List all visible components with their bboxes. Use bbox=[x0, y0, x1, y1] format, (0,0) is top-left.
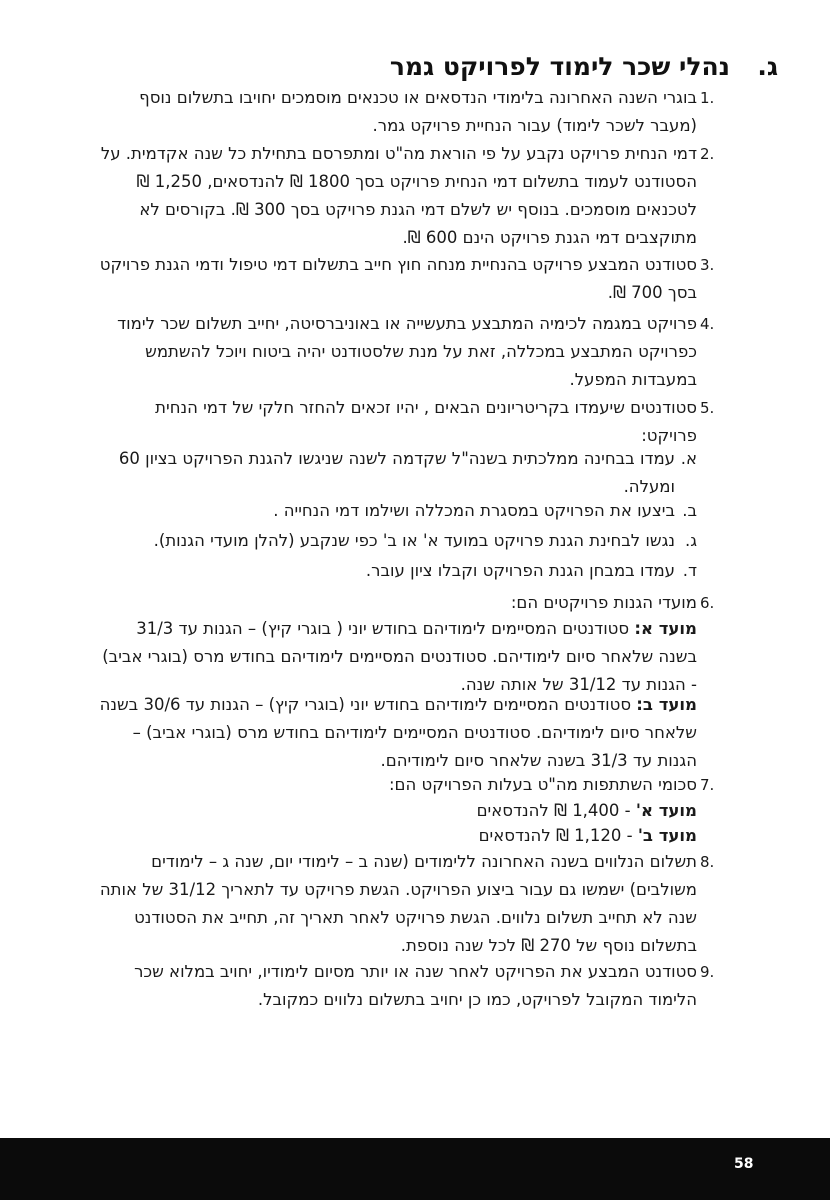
session-text bbox=[97, 615, 697, 699]
item-text: דמי הנחית פרויקט נקבע על פי הוראת מה"ט ומתפרסם בתחילת כל שנה אקדמית. על הסטודנט לעמוד בתשלום דמי הנחית פרויקט בסך 1800 ₪ להנדסאים, 1,250 ₪ לטכנאים מוסמכים. בנוסף יש לשלם דמי הגנת פרויקט בסך 300 ₪. בקורסים לא מתוקצבים דמי הגנת פרויקט הינם 600 ₪. bbox=[100, 144, 697, 247]
amount-value: - 1,120 ₪ להנדסאים bbox=[478, 826, 638, 845]
criteria-letter: ב. bbox=[682, 501, 697, 520]
session-details: סטודנטים המסיימים לימודיהם בחודש יוני (בוגרי קיץ) – הגנות עד 30/6 בשנה שלאחר סיום לימודיהם. סטודנטים המסיימים לימודיהם בחודש מרס (בוגרי אביב) – הגנות עד 31/3 בשנה שלאחר סיום לימודיהם. bbox=[99, 695, 697, 770]
criteria-letter: א. bbox=[680, 449, 697, 468]
item-text: סכומי השתתפות מה"ט בעלות הפרויקט הם: bbox=[389, 775, 697, 794]
amount-value: - 1,400 ₪ להנדסאים bbox=[476, 801, 636, 820]
criteria-letter: ד. bbox=[682, 561, 697, 580]
item-text: סטודנטים שיעמדו בקריטריונים הבאים , יהיו זכאים להחזר חלקי של דמי הנחית פרויקט: bbox=[155, 398, 697, 445]
item-number: 6. bbox=[700, 594, 715, 612]
item-text: בוגרי השנה האחרונה בלימודי הנדסאים או טכנאים מוסמכים יחויבו בתשלום נוסף (מעבר לשכר לימוד) עבור הנחיית פרויקט גמר. bbox=[139, 88, 697, 135]
section-title: נהלי שכר לימוד לפרויקט גמר bbox=[389, 52, 730, 81]
item-number: 8. bbox=[700, 853, 715, 871]
amount-label: מועד ב' bbox=[637, 826, 697, 845]
session-label: מועד ב: bbox=[636, 695, 697, 714]
page-number: 58 bbox=[734, 1156, 754, 1172]
criteria-text: עמדו בבחינה ממלכתית בשנה"ל שקדמה לשנה שניגשו להגנת הפרויקט בציון 60 ומעלה. bbox=[118, 449, 675, 496]
criteria-text: ביצעו את הפרויקט במסגרת המכללה ושילמו דמי הנחייה . bbox=[273, 501, 675, 520]
item-number: 1. bbox=[700, 89, 715, 107]
item-number: 2. bbox=[700, 145, 715, 163]
item-text: פרויקט במגמה לכימיה המתבצע בתעשייה או באוניברסיטה, יחייב תשלום שכר לימוד כפרויקט המתבצע במכללה, זאת על מנת שלסטודנט יהיה ביטוח ויוכל להשתמש במעבדות המפעל. bbox=[117, 314, 697, 389]
criteria-text: נגשו לבחינת הגנת פרויקט במועד א' או ב' כפי שנקבע (להלן מועדי הגנות). bbox=[153, 531, 675, 550]
amount-text bbox=[97, 822, 697, 850]
item-number: 3. bbox=[700, 256, 715, 274]
session-details: סטודנטים המסיימים לימודיהם בחודש יוני ( בוגרי קיץ) – הגנות עד 31/3 בשנה שלאחר סיום לימודיהם. סטודנטים המסיימים לימודיהם בחודש מרס (בוגרי אביב) - הגנות עד 31/12 של אותה שנה. bbox=[102, 619, 697, 694]
item-number: 7. bbox=[700, 776, 715, 794]
criteria-letter: ג. bbox=[684, 531, 697, 550]
item-text: סטודנט המבצע פרויקט בהנחיית מנחה חוץ חייב בתשלום דמי טיפול ודמי הגנת פרויקט בסך 700 ₪. bbox=[99, 255, 697, 302]
item-number: 9. bbox=[700, 963, 715, 981]
section-letter: ג. bbox=[757, 52, 778, 81]
item-number: 5. bbox=[700, 399, 715, 417]
session-text bbox=[97, 691, 697, 775]
amount-text bbox=[97, 797, 697, 825]
item-text: סטודנט המבצע את הפרויקט לאחר שנה או יותר מסיום לימודיו, יחויב במלוא שכר הלימוד המקובל לפרויקט, כמו כן יחויב בתשלום נלווים כמקובל. bbox=[134, 962, 697, 1009]
criteria-text: עמדו במבחן הגנת הפרויקט וקבלו ציון עובר. bbox=[365, 561, 675, 580]
amount-label: מועד א' bbox=[635, 801, 697, 820]
item-text: מועדי הגנות פרויקטים הם: bbox=[510, 593, 697, 612]
page-footer bbox=[0, 1138, 830, 1200]
item-number: 4. bbox=[700, 315, 715, 333]
item-text: תשלום הנלווים בשנה האחרונה ללימודים (שנה ב – לימודי יום, שנה ג – לימודים משולבים) ישמשו גם עבור ביצוע הפרויקט. הגשת פרויקט עד לתאריך 31/12 של אותה שנה לא תחייב תשלום נלווים. הגשת פרויקט לאחר תאריך זה, תחייב את הסטודנט בתשלום נוסף של 270 ₪ לכל שנה נוספת. bbox=[99, 852, 697, 955]
section-heading bbox=[78, 50, 778, 84]
session-label: מועד א: bbox=[634, 619, 697, 638]
